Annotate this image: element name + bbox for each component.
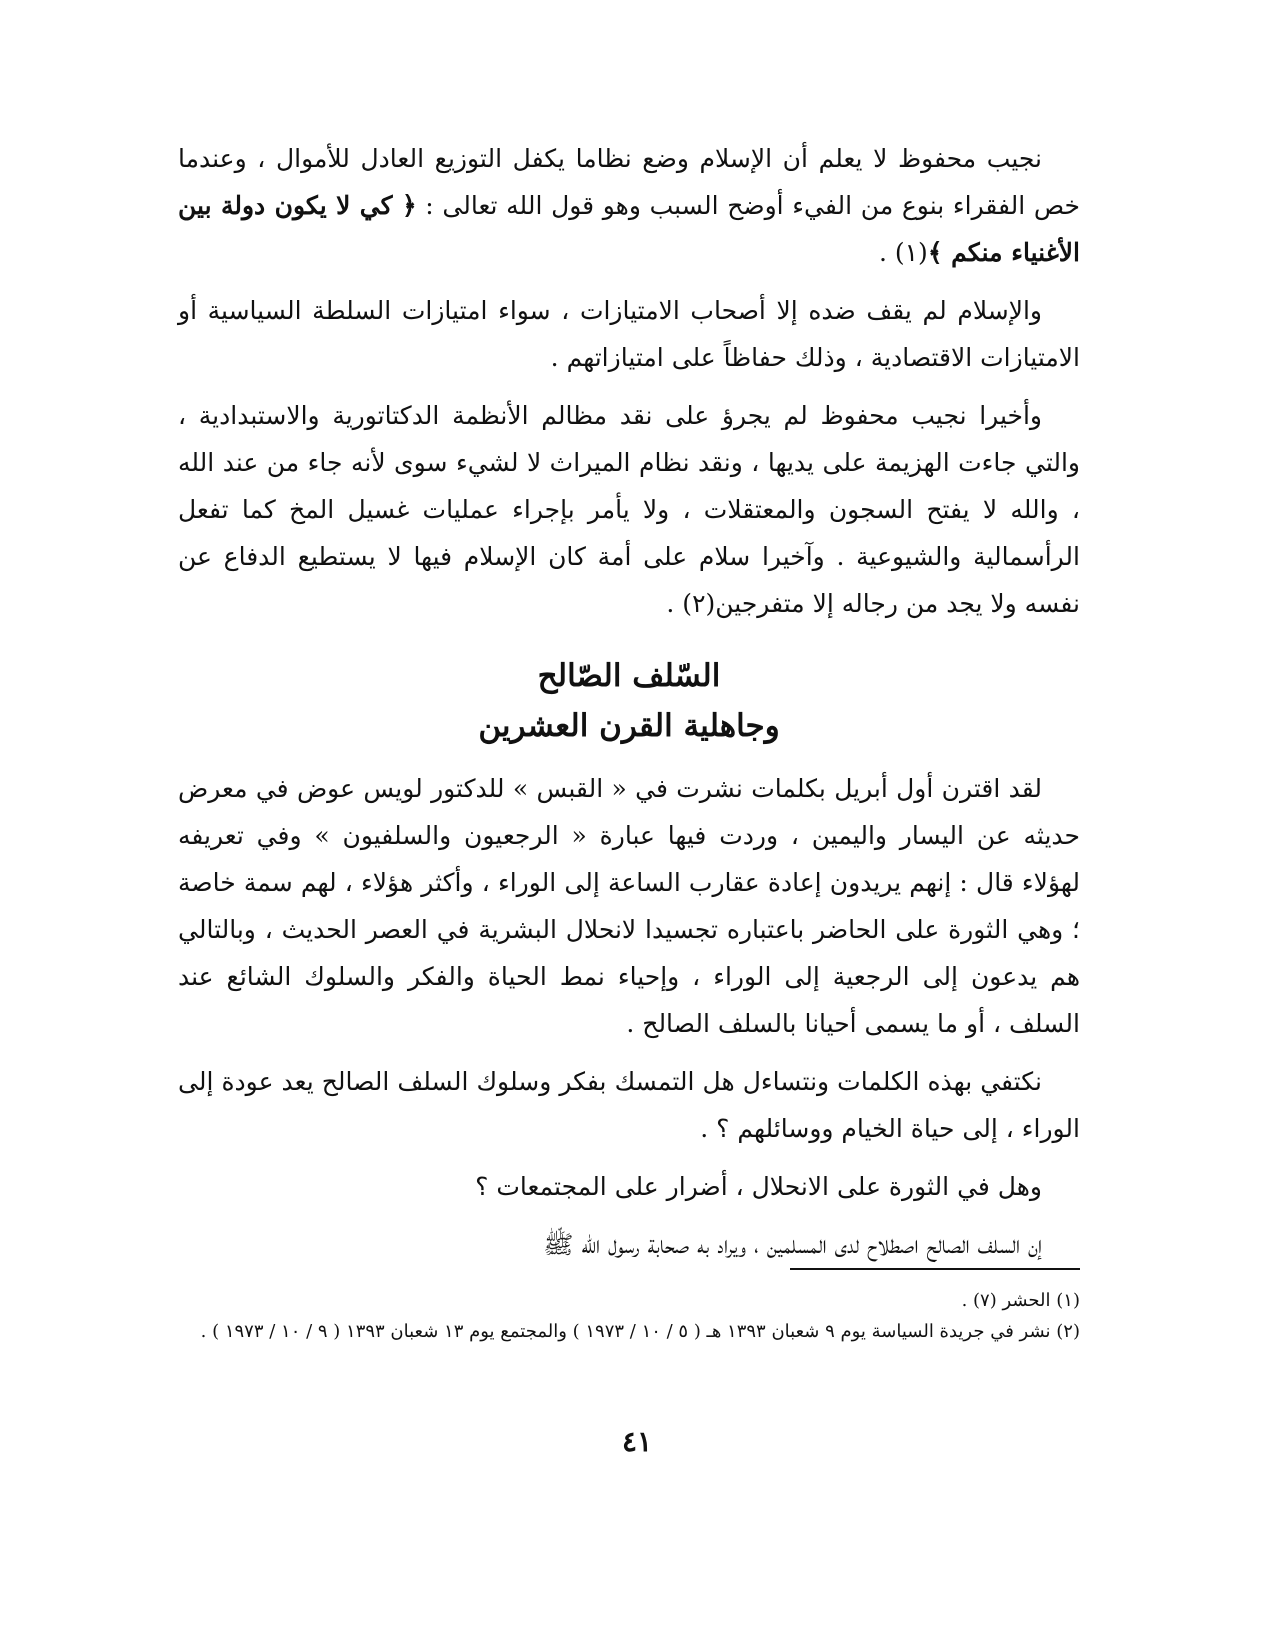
paragraph-6: وهل في الثورة على الانحلال ، أضرار على المجتمعات ؟ [475,1172,1042,1201]
paragraph-1-tail: (١) . [878,238,928,267]
footnote-divider [790,1268,1080,1270]
paragraph-3: وأخيرا نجيب محفوظ لم يجرؤ على نقد مظالم الأنظمة الدكتاتورية والاستبدادية ، والتي جاءت الهزيمة على يديها ، ونقد نظام الميراث لا لشيء سوى لأنه جاء من عند الله ، والله لا يفتح السجون والمعتقلات ، ولا يأمر بإجراء عمليات غسيل المخ كما تفعل الرأسمالية والشيوعية . وآخيرا سلام على أمة كان الإسلام فيها لا يستطيع الدفاع عن نفسه ولا يجد من رجاله إلا متفرجين(٢) . [178,401,1080,618]
paragraph-4: لقد اقترن أول أبريل بكلمات نشرت في « القبس » للدكتور لويس عوض في معرض حديثه عن اليسار واليمين ، وردت فيها عبارة « الرجعيون والسلفيون » وفي تعريفه لهؤلاء قال : إنهم يريدون إعادة عقارب الساعة إلى الوراء ، وأكثر هؤلاء ، لهم سمة خاصة ؛ وهي الثورة على الحاضر باعتباره تجسيدا لانحلال البشرية في العصر الحديث ، وبالتالي هم يدعون إلى الرجعية إلى الوراء ، وإحياء نمط الحياة والفكر والسلوك الشائع عند السلف ، أو ما يسمى أحيانا بالسلف الصالح . [178,774,1080,1038]
paragraph-1 [178,135,1080,276]
paragraph-1-text: نجيب محفوظ لا يعلم أن الإسلام وضع نظاما يكفل التوزيع العادل للأموال ، وعندما خص الفقراء بنوع من الفيء أوضح السبب وهو قول الله تعالى : [178,144,1080,220]
page-number: ٤١ [621,1425,653,1458]
footnote-1: (١) الحشر (٧) . [961,1290,1080,1311]
quran-quote: ﴿ كي لا يكون دولة بين الأغنياء منكم ﴾ [178,191,1080,267]
paragraph-5: نكتفي بهذه الكلمات ونتساءل هل التمسك بفكر وسلوك السلف الصالح يعد عودة إلى الوراء ، إلى حياة الخيام ووسائلهم ؟ . [178,1067,1080,1143]
section-title-line-1: السّلف الصّالح [537,658,721,694]
section-title-line-2: وجاهلية القرن العشرين [478,708,780,744]
footnote-2: (٢) نشر في جريدة السياسة يوم ٩ شعبان ١٣٩٣ هـ ( ٥ / ١٠ / ١٩٧٣ ) والمجتمع يوم ١٣ شعبان ١٣٩٣ ( ٩ / ١٠ / ١٩٧٣ ) . [200,1321,1080,1342]
paragraph-2: والإسلام لم يقف ضده إلا أصحاب الامتيازات ، سواء امتيازات السلطة السياسية أو الامتيازات الاقتصادية ، وذلك حفاظاً على امتيازاتهم . [178,296,1080,372]
footnotes [178,1285,1080,1347]
page-body [178,135,1080,1342]
paragraph-7: إن السلف الصالح اصطلاح لدى المسلمين ، ويراد به صحابة رسول الله ﷺ [543,1230,1042,1259]
